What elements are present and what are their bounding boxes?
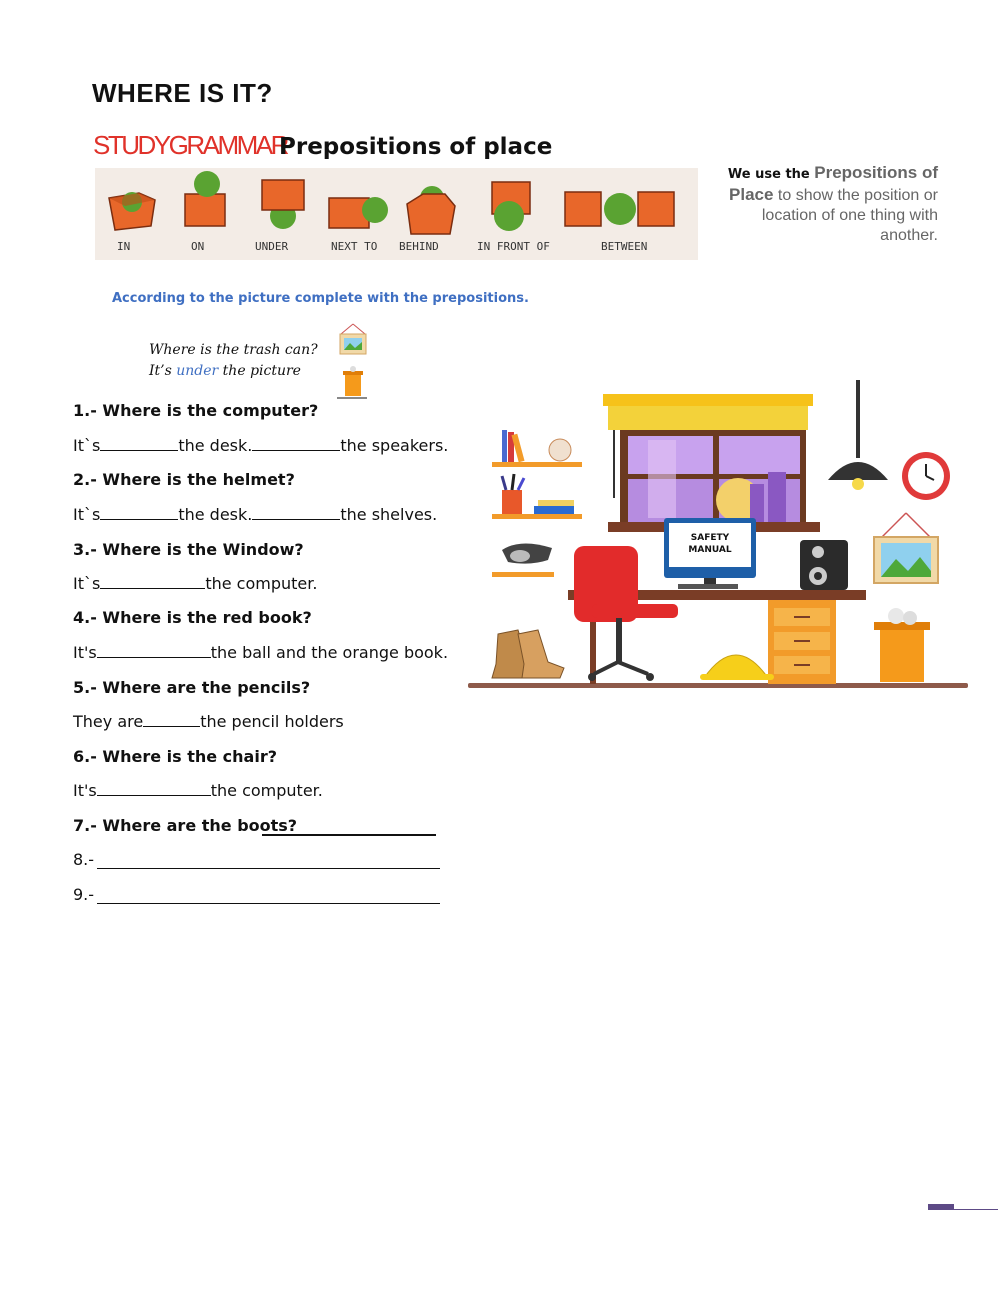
- answer-6: It's the computer.: [73, 781, 323, 800]
- chair: [574, 546, 678, 681]
- instruction-text: According to the picture complete with the prepositions.: [112, 291, 529, 306]
- answer-2: It`s the desk. the shelves.: [73, 505, 438, 524]
- answer-9-blank[interactable]: [97, 887, 440, 904]
- label-behind: BEHIND: [399, 240, 439, 253]
- example-question: Where is the trash can?: [149, 342, 318, 358]
- window: [603, 394, 820, 532]
- page-subtitle: Prepositions of place: [279, 134, 553, 160]
- monitor-text-1: SAFETY: [690, 533, 730, 543]
- definition-note: [716, 163, 938, 246]
- answer-3: It`s the computer.: [73, 574, 318, 593]
- box-behind: [407, 186, 455, 234]
- answer-1-blank-1[interactable]: [100, 436, 178, 451]
- answer-1: It`s the desk. the speakers.: [73, 436, 449, 455]
- picture-frame-icon: [340, 324, 366, 354]
- boots: [492, 630, 564, 678]
- label-in: IN: [117, 240, 131, 253]
- question-1: 1.- Where is the computer?: [73, 401, 319, 420]
- example-answer: It’s under the picture: [149, 363, 301, 379]
- pencil-holder: [502, 490, 522, 514]
- answer-3-blank-1[interactable]: [100, 574, 205, 589]
- answer-6-blank-1[interactable]: [97, 781, 211, 796]
- page-title: WHERE IS IT?: [92, 78, 273, 108]
- floor-line: [468, 683, 968, 688]
- box-between: [565, 192, 674, 226]
- label-next-to: NEXT TO: [331, 240, 378, 253]
- answer-2-blank-1[interactable]: [100, 505, 178, 520]
- example-answer-word: under: [176, 363, 219, 379]
- safety-glasses: [502, 543, 552, 563]
- answer-4: It's the ball and the orange book.: [73, 643, 449, 662]
- answer-4-blank-1[interactable]: [97, 643, 211, 658]
- question-5: 5.- Where are the pencils?: [73, 678, 311, 697]
- question-6: 6.- Where is the chair?: [73, 747, 277, 766]
- answer-8-blank[interactable]: [97, 852, 440, 869]
- label-on: ON: [191, 240, 205, 253]
- answer-1-blank-2[interactable]: [252, 436, 340, 451]
- box-in-front-of: [492, 182, 530, 231]
- example-icons: [337, 322, 369, 400]
- note-lead: We use the: [727, 167, 815, 182]
- label-between: BETWEEN: [601, 240, 648, 253]
- question-2: 2.- Where is the helmet?: [73, 470, 295, 489]
- answer-5-blank-1[interactable]: [143, 712, 200, 727]
- question-8: 8.-: [73, 850, 95, 869]
- brand-logo-text: STUDYGRAMMAR: [93, 130, 287, 160]
- question-7: 7.- Where are the boots?: [73, 816, 298, 835]
- speaker: [800, 540, 848, 590]
- answer-5: They are the pencil holders: [73, 712, 344, 731]
- box-under: [262, 180, 304, 229]
- box-next-to: [329, 197, 388, 228]
- box-on: [185, 171, 225, 226]
- room-scene-illustration: [468, 372, 978, 702]
- question-9: 9.-: [73, 885, 95, 904]
- wall-clock: [902, 452, 950, 500]
- trash-can: [874, 608, 930, 682]
- trash-can-icon: [343, 366, 363, 396]
- note-highlight: Prepositions of Place: [729, 163, 938, 204]
- ball: [549, 439, 571, 461]
- prepositions-illustration: [95, 168, 698, 260]
- computer-monitor: [664, 518, 756, 589]
- question-3: 3.- Where is the Window?: [73, 540, 304, 559]
- answer-7-blank[interactable]: [262, 818, 436, 836]
- answer-2-blank-2[interactable]: [252, 505, 340, 520]
- ceiling-lamp: [828, 380, 888, 490]
- question-4: 4.- Where is the red book?: [73, 608, 312, 627]
- box-in: [109, 192, 155, 230]
- monitor-text-2: MANUAL: [688, 545, 732, 555]
- label-in-front-of: IN FRONT OF: [477, 240, 550, 253]
- wall-shelves: [492, 430, 582, 577]
- helmet: [700, 655, 774, 680]
- note-rest: to show the position or location of one thing with another.: [761, 187, 938, 244]
- footer-accent-line: [928, 1209, 998, 1210]
- wall-picture: [874, 513, 938, 583]
- label-under: UNDER: [255, 240, 289, 253]
